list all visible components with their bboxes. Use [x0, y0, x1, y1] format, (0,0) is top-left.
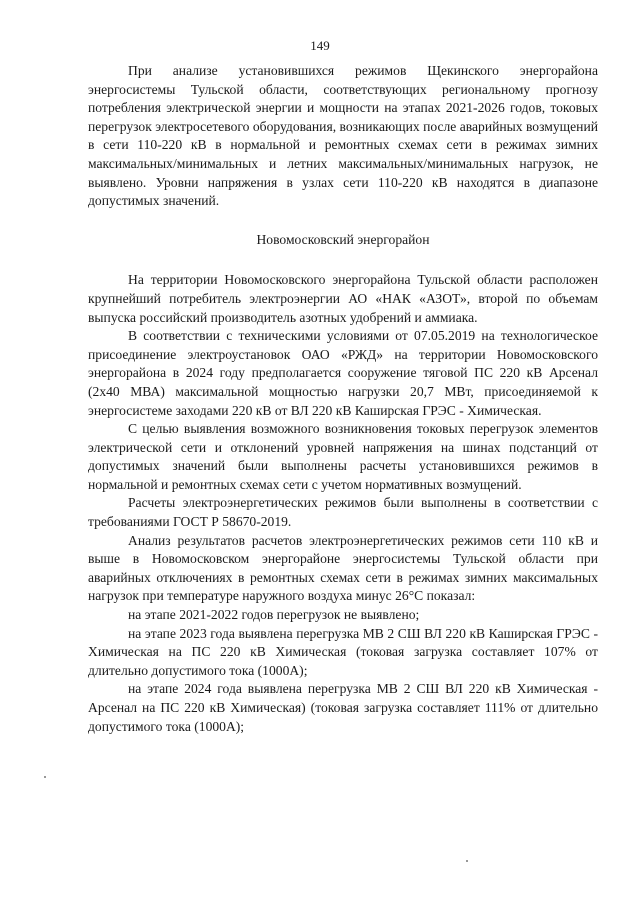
paragraph-analysis: Анализ результатов расчетов электроэнергетических режимов сети 110 кВ и выше в Новомосковском энергорайоне энергосистемы Тульской области при аварийных отключениях в ремонтных схемах сети в режимах зимних максимальных нагрузок при температуре наружного воздуха минус 26°С показал: [88, 532, 598, 604]
paragraph-calculation-purpose: С целью выявления возможного возникновения токовых перегрузок элементов электрической сети и отклонений уровней напряжения на шинах подстанций от допустимых значений были выполнены расчеты установившихся режимов в нормальной и ремонтных схемах сети с учетом нормативных возмущений. [88, 421, 598, 492]
page-number: 149 [310, 38, 330, 53]
paragraph-rzhd-connection: В соответствии с техническими условиями от 07.05.2019 на технологическое присоединение электроустановок ОАО «РЖД» на территории Новомосковского энергорайона в 2024 году предполагается сооружение тяговой ПС 220 кВ Арсенал (2х40 МВА) максимальной мощностью нагрузки 20,7 МВт, присоединяемой к энергосистеме заходами 220 кВ от ВЛ 220 кВ Каширская ГРЭС - Химическая. [88, 328, 598, 418]
paragraph-azot: На территории Новомосковского энергорайона Тульской области расположен крупнейший потребитель электроэнергии АО «НАК «АЗОТ», второй по объемам выпуска российский производитель азотных удобрений и аммиака. [88, 272, 598, 325]
scan-speck [466, 860, 468, 862]
paragraph-stage-2021-2022: на этапе 2021-2022 годов перегрузок не выявлено; [128, 607, 420, 623]
paragraph-shchekino-summary: При анализе установившихся режимов Щекинского энергорайона энергосистемы Тульской области, соответствующих региональному прогнозу потребления электрической энергии и мощности на этапах 2021-2026 годов, токовых перегрузок электросетевого оборудования, возникающих после аварийных возмущений в сети 110-220 кВ в нормальной и ремонтных схемах сети в режимах зимних максимальных/минимальных и летних максимальных/минимальных нагрузок, не выявлено. Уровни напряжения в узлах сети 110-220 кВ находятся в диапазоне допустимых значений. [88, 63, 599, 209]
document-body [88, 62, 598, 736]
scan-speck [44, 776, 46, 778]
section-heading: Новомосковский энергорайон [256, 231, 430, 247]
paragraph-stage-2023: на этапе 2023 года выявлена перегрузка МВ 2 СШ ВЛ 220 кВ Каширская ГРЭС - Химическая на ПС 220 кВ Химическая (токовая загрузка составляет 107% от длительно допустимого тока (1000А); [88, 625, 598, 678]
paragraph-gost: Расчеты электроэнергетических режимов были выполнены в соответствии с требованиями ГОСТ Р 58670-2019. [88, 495, 598, 530]
paragraph-stage-2024: на этапе 2024 года выявлена перегрузка МВ 2 СШ ВЛ 220 кВ Химическая - Арсенал на ПС 220 кВ Химическая) (токовая загрузка составляет 111% от длительно допустимого тока (1000А); [88, 681, 598, 734]
